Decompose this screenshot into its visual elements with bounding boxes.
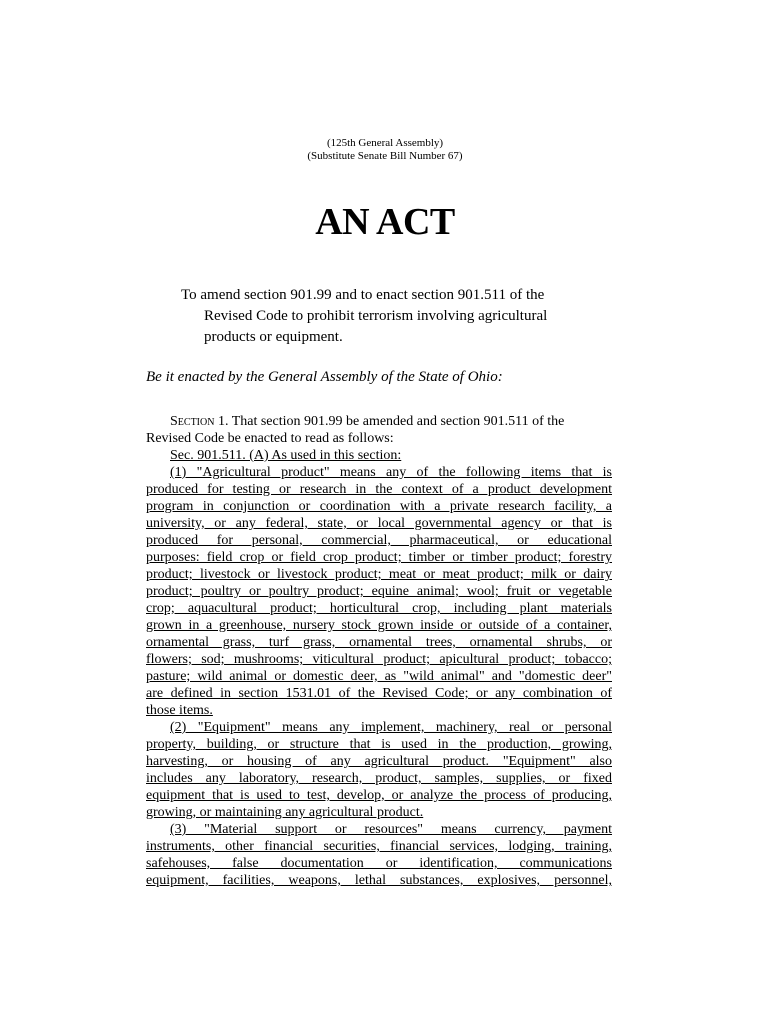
body-line: instruments, other financial securities, financial services, lodging, training, (146, 839, 612, 854)
act-summary (181, 285, 581, 348)
bill-header (0, 137, 770, 163)
act-title: AN ACT (315, 201, 455, 243)
body-line: grown in a greenhouse, nursery stock grown inside or outside of a container, (146, 618, 612, 633)
body-line: product; poultry or poultry product; equine animal; wool; fruit or vegetable (146, 584, 612, 599)
bill-body (146, 413, 612, 889)
body-line: property, building, or structure that is used in the production, growing, (146, 737, 612, 752)
body-line: produced for personal, commercial, pharmaceutical, or educational (146, 533, 612, 548)
summary-line: products or equipment. (204, 329, 343, 345)
body-line: pasture; wild animal or domestic deer, as "wild animal" and "domestic deer" (146, 669, 612, 684)
section-1-line (146, 413, 612, 430)
summary-line: Revised Code to prohibit terrorism involving agricultural (204, 308, 548, 324)
body-line: program in conjunction or coordination with a private research facility, a (146, 499, 612, 514)
body-line: equipment that is used to test, develop, or analyze the process of producing, (146, 788, 612, 803)
body-line: (1) "Agricultural product" means any of the following items that is (170, 465, 612, 480)
body-line: ornamental grass, turf grass, ornamental trees, ornamental shrubs, or (146, 635, 612, 650)
section-label: Section (170, 414, 215, 429)
general-assembly-line: (125th General Assembly) (326, 137, 444, 149)
body-line: flowers; sod; mushrooms; viticultural product; apicultural product; tobacco; (146, 652, 612, 667)
body-line: those items. (146, 703, 213, 718)
body-line: includes any laboratory, research, product, samples, supplies, or fixed (146, 771, 612, 786)
bill-number-line: (Substitute Senate Bill Number 67) (307, 150, 463, 162)
body-line: equipment, facilities, weapons, lethal substances, explosives, personnel, (146, 873, 612, 888)
body-line: crop; aquacultural product; horticultural crop, including plant materials (146, 601, 612, 616)
body-line: university, or any federal, state, or local governmental agency or that is (146, 516, 612, 531)
section-1-text: 1. That section 901.99 be amended and section 901.511 of the (214, 414, 565, 429)
body-line: product; livestock or livestock product; meat or meat product; milk or dairy (146, 567, 612, 582)
body-line: Sec. 901.511. (A) As used in this section: (170, 448, 402, 463)
body-line: safehouses, false documentation or identification, communications (146, 856, 612, 871)
section-1-line-2: Revised Code be enacted to read as follows: (146, 431, 394, 446)
body-line: produced for testing or research in the context of a product development (146, 482, 612, 497)
body-line: harvesting, or housing of any agricultural product. "Equipment" also (146, 754, 612, 769)
summary-line: To amend section 901.99 and to enact section 901.511 of the (181, 287, 545, 303)
body-line: (2) "Equipment" means any implement, machinery, real or personal (170, 720, 612, 735)
body-line: (3) "Material support or resources" means currency, payment (170, 822, 612, 837)
body-line: purposes: field crop or field crop product; timber or timber product; forestry (146, 550, 612, 565)
enacting-clause: Be it enacted by the General Assembly of the State of Ohio: (146, 369, 503, 385)
body-line: are defined in section 1531.01 of the Revised Code; or any combination of (146, 686, 612, 701)
body-line: growing, or maintaining any agricultural product. (146, 805, 424, 820)
